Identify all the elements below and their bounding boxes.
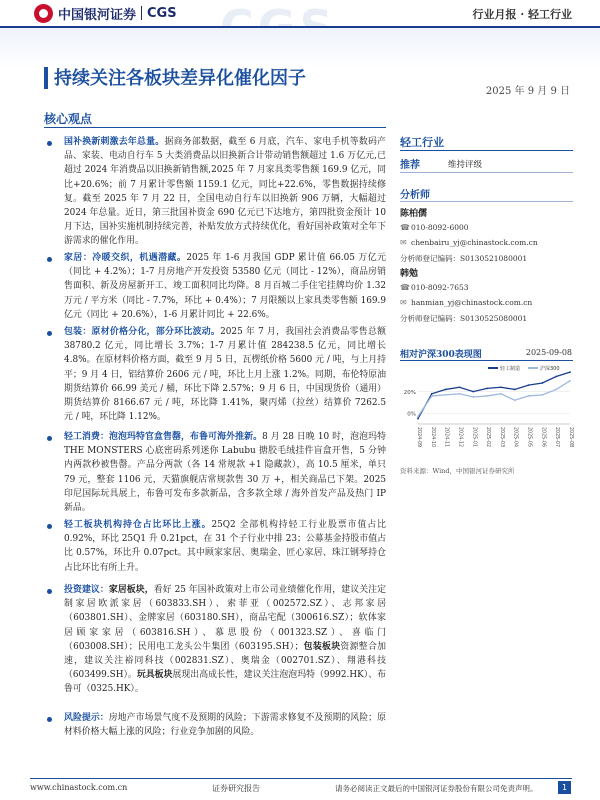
- header-rule: [0, 26, 600, 28]
- analyst-cert: 分析师登记编码：S0130525080001: [400, 314, 528, 323]
- rating-label: 推荐: [400, 160, 420, 171]
- rating-value: 维持评级: [448, 160, 483, 170]
- header-band: [0, 28, 600, 68]
- chart-x-tick: 2025-08: [568, 427, 573, 448]
- email-icon: ✉: [400, 238, 407, 247]
- chart-rule: [400, 360, 573, 361]
- bullet-dot: [47, 257, 52, 262]
- bullet-body: 房地产市场景气度不及预期的风险；下游需求修复不及预期的风险；原材料价格大幅上涨的风险；行业竞争加剧的风险。: [64, 713, 386, 738]
- bullet-dot: [47, 717, 52, 722]
- bullet-body: 展现出高成长性，建议关注泡泡玛特（9992.HK）、布鲁可（0325.HK）。: [64, 670, 386, 695]
- chart-point: [459, 393, 461, 395]
- bullet-dot: [47, 589, 52, 594]
- chart-point: [500, 386, 502, 388]
- brand-name-en: CGS: [147, 5, 177, 21]
- bullet-subheading: 包装板块: [303, 641, 341, 652]
- bullet-light-consumer: [64, 430, 386, 515]
- chart-point: [569, 371, 571, 373]
- brand-logo-icon: [34, 4, 53, 23]
- footer-doc-type: 证券研究报告: [212, 784, 260, 793]
- footer-website[interactable]: www.chinastock.com.cn: [30, 783, 128, 792]
- brand-name-cn: 中国银河证券: [58, 7, 137, 23]
- bullet-heading: 包装：原材价格分化，部分环比波动。: [64, 327, 221, 337]
- analyst-card: [400, 206, 575, 264]
- analyst-heading: 分析师: [400, 190, 430, 201]
- chart-point: [528, 395, 530, 397]
- industry-label: 轻工行业: [400, 136, 444, 149]
- bullet-dot: [47, 436, 52, 441]
- chart-point: [445, 394, 447, 396]
- chart-point: [514, 389, 516, 391]
- footer-disclaimer: 请务必阅读正文最后的中国银河证券股份有限公司免责声明。: [335, 784, 538, 793]
- page-title: 持续关注各板块差异化催化因子: [54, 68, 306, 89]
- core-views-heading: 核心观点: [44, 112, 93, 126]
- chart-point: [417, 418, 419, 420]
- chart-point: [500, 393, 502, 395]
- bullet-body: 据商务部数据，截至 6 月底，汽车、家电手机等数码产品、家装、电动自行车 5 大类消费品以旧换新合计带动销售额超过 1.6 万亿元,已超过 2024 年消费品以旧换新销售额,2025 年 7 月家具类零售额 169.9 亿元，同比+20.6%；前 7 月累计零售额 1159.1 亿元，同比+22.6%，零售数据持续修复。截至 2025 年 7 月 22 日，全国电动自行车以旧换新 906 万辆，大幅超过 2024 年总量。近日，第三批国补资金 690 亿元已下达地方，第四批资金预计 10 月下达，国补实施机制持续完善，补贴发放方式持续优化，看好国补政策对全年下游需求的催化作用。: [64, 137, 387, 247]
- bullet-packaging: [64, 325, 386, 424]
- report-date: 2025 年 9 月 9 日: [485, 86, 570, 97]
- bullet-investment-advice: [64, 583, 386, 697]
- bullet-heading: 家居：冷暖交织，机遇潜藏。: [64, 253, 187, 263]
- report-type-tag: 行业月报 · 轻工行业: [472, 8, 572, 21]
- title-accent-bar: [44, 67, 48, 89]
- chart-x-tick: 2025-06: [540, 427, 546, 448]
- chart-x-tick: 2025-02: [485, 427, 491, 448]
- chart-title: 相对沪深300表现图: [400, 350, 482, 360]
- bullet-heading: 国补换新刺激去年总量。: [64, 137, 165, 147]
- analyst-email-row: [400, 298, 575, 307]
- relative-performance-chart: [400, 362, 575, 464]
- chart-x-tick: 2025-05: [526, 427, 532, 448]
- chart-date: 2025-09-08: [525, 348, 572, 357]
- chart-point: [472, 391, 474, 393]
- analyst-email-row: [400, 238, 575, 247]
- email-icon: ✉: [400, 298, 407, 307]
- chart-y-tick: 0%: [407, 411, 416, 418]
- bullet-heading: 投资建议：: [64, 585, 109, 595]
- bullet-risk-warning: [64, 711, 386, 739]
- analyst-card: [400, 266, 575, 324]
- analyst-name: 陈柏儒: [400, 209, 428, 219]
- analyst-phone: 010-8092-7653: [411, 283, 469, 292]
- chart-point: [431, 393, 433, 395]
- page-number: 1: [558, 781, 571, 794]
- chart-x-tick: 2025-03: [498, 427, 504, 448]
- chart-point: [555, 389, 557, 391]
- analyst-name: 韩勉: [400, 269, 419, 279]
- brand-logo: [34, 3, 204, 23]
- chart-point: [541, 394, 543, 396]
- chart-point: [514, 399, 516, 401]
- bullet-subheading: 家居板块，: [108, 585, 154, 595]
- analyst-email[interactable]: hanmian_yj@chinastock.com.cn: [411, 298, 533, 307]
- footer-rule: [30, 778, 572, 779]
- analyst-rule: [400, 201, 573, 202]
- bullet-national-subsidy: [64, 135, 386, 249]
- bullet-body: 2025 年 7 月，我国社会消费品零售总额 38780.2 亿元，同比增长 3.7%；1-7 月累计值 284238.5 亿元，同比增长 4.8%。在原材料价格方面，截至 9 月 5 日，瓦楞纸价格 5600 元 / 吨，与上月持平；9 月 4 日，铝结算价 2606 元 / 吨，环比上月上涨 1.2%。同期，布伦特原油期货结算价 66.99 美元 / 桶，环比下降 2.57%；9 月 6 日，中国现货价（通用）期货结算价 8166.67 元 / 吨，环比降 1.41%，聚丙烯（拉丝）结算价 7262.5 元 / 吨，环比降 1.12%。: [64, 327, 387, 423]
- chart-legend-label: 轻工制造: [500, 366, 521, 372]
- bullet-dot: [47, 331, 52, 336]
- chart-x-tick: 2024-09: [416, 427, 421, 448]
- bullet-body: 8 月 28 日晚 10 时，泡泡玛特 THE MONSTERS 心底密码系列迷你 Labubu 搪胶毛绒挂件盲盒开售，5 分钟内两款秒被售罄。产品分两款（各 14 常规款 +1 隐藏款），高 10.5 厘米，单只 79 元，整套 1106 元，天猫旗舰店常规款售 30 万 +，相关商品已下架。2025 印尼国际玩具展上，布鲁可发布多款新品，含多款全球 / 海外首发产品及热门 IP 新品。: [64, 432, 387, 514]
- phone-icon: ☎: [400, 223, 410, 232]
- analyst-phone-row: [400, 223, 575, 232]
- chart-x-tick: 2025-04: [512, 427, 518, 448]
- chart-point: [472, 396, 474, 398]
- chart-point: [555, 376, 557, 378]
- chart-point: [459, 386, 461, 388]
- chart-legend-label: 沪深300: [540, 366, 560, 372]
- core-views-rule: [44, 127, 386, 128]
- bullet-dot: [47, 524, 52, 529]
- chart-point: [417, 416, 419, 418]
- bullet-dot: [47, 141, 52, 146]
- chart-point: [431, 395, 433, 397]
- chart-source: 资料来源：Wind，中国银河证券研究所: [400, 467, 515, 475]
- chart-y-tick: 20%: [403, 390, 416, 397]
- chart-point: [486, 387, 488, 389]
- bullet-body: 资源整合加速，建议关注裕同科技（002831.SZ）、奥瑞金（002701.SZ）、翔港科技（603499.SH）。: [64, 641, 387, 681]
- bullet-body: 看好 25 年国补政策对上市公司业绩催化作用，建议关注定制家居欧派家居（603833.SH）、索菲亚（002572.SZ）、志邦家居（603801.SH）、金牌家居（603180.SH），商品宅配（300616.SZ）；软体家居顾家家居（603816.SH）、慕思股份（001323.SZ）、喜临门（603008.SH）；民用电工龙头公牛集团（603195.SH）；: [64, 585, 387, 652]
- chart-point: [569, 380, 571, 382]
- bullet-body: 2025 年 1-6 月我国 GDP 累计值 66.05 万亿元（同比 + 4.2%）；1-7 月房地产开发投资 53580 亿元（同比 - 12%），商品房销售面积、新及房屋新开工、竣工面积同比均降。8 月百城二手住宅挂牌均价 1.32 万元 / 平方米（同比 - 7.7%，环比 + 0.4%）；7 月限额以上家具类零售额 169.9 亿元（同比 + 20.6%），1-6 月累计同比 + 22.6%。: [64, 253, 387, 320]
- bullet-heading: 轻工消费：泡泡玛特官盒售罄，布鲁可海外推新。: [64, 432, 263, 442]
- chart-point: [486, 395, 488, 397]
- bullet-home-furnishing: [64, 251, 386, 322]
- phone-icon: ☎: [400, 283, 410, 292]
- bullet-heading: 风险提示：: [64, 713, 109, 723]
- analyst-email[interactable]: chenbairu_yj@chinastock.com.cn: [411, 238, 538, 247]
- analyst-cert: 分析师登记编码：S0130521080001: [400, 254, 528, 263]
- chart-x-tick: 2025-07: [554, 427, 560, 448]
- bullet-institutional-holdings: [64, 518, 386, 575]
- chart-x-tick: 2024-11: [443, 427, 449, 448]
- industry-rule: [400, 150, 573, 151]
- chart-point: [541, 382, 543, 384]
- analyst-phone: 010-8092-6000: [411, 223, 469, 232]
- chart-point: [528, 384, 530, 386]
- analyst-phone-row: [400, 283, 575, 292]
- rating-rule: [400, 172, 573, 173]
- bullet-heading: 轻工板块机构持仓占比环比上涨。: [64, 520, 212, 530]
- chart-x-tick: 2025-01: [471, 427, 477, 448]
- chart-point: [445, 389, 447, 391]
- bullet-subheading: 玩具板块: [136, 670, 173, 681]
- chart-x-tick: 2024-10: [429, 427, 435, 448]
- chart-x-tick: 2024-12: [457, 427, 463, 448]
- bullet-body: 25Q2 全部机构持轻工行业股票市值占比 0.92%，环比 25Q1 升 0.21pct，在 31 个子行业中排 23；公募基金持股市值占比 0.57%，环比升 0.07pct。其中顾家家居、奥瑞金、匠心家居、珠江钢琴持仓占比环比有所上升。: [64, 520, 386, 573]
- chart-series-line: [418, 381, 570, 417]
- brand-divider: [141, 6, 142, 20]
